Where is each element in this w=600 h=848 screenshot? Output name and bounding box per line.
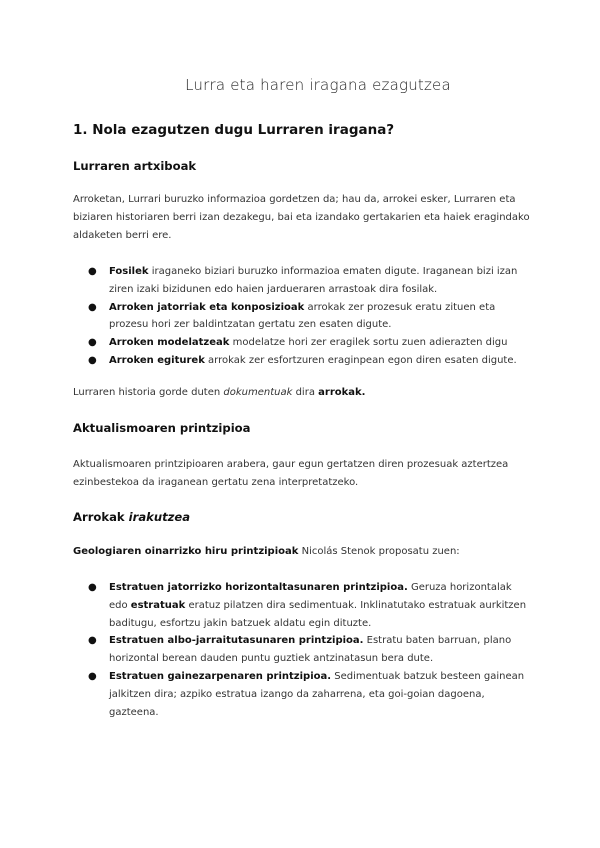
archives-intro: Arroketan, Lurrari buruzko informazioa gordetzen da; hau da, arrokei esker, Lurraren eta biziaren historiaren berri izan dezakegu, bai eta izandako gertakarien eta haiek eragindako aldaketen berri ere. — [73, 194, 530, 242]
bullet-icon: ● — [88, 301, 97, 313]
archives-closing: Lurraren historia gorde duten dokumentuak dira arrokak. — [73, 387, 366, 398]
bullet-icon: ● — [88, 635, 97, 647]
reading-intro: Geologiaren oinarrizko hiru printzipioak Nicolás Stenok proposatu zuen: — [73, 546, 460, 557]
subheading-reading: Arrokak irakutzea — [73, 510, 191, 524]
bullet-icon: ● — [88, 582, 97, 593]
list-item: ● Estratuen gainezarpenaren printzipioa. Sedimentuak batzuk besteen gainean jalkitzen dira; azpiko estratua izango da zaharrena, eta goi-goian dagoena, gazteena. — [73, 668, 533, 721]
subheading-archives: Lurraren artxiboak — [73, 159, 197, 173]
bullet-icon: ● — [88, 354, 97, 366]
list-item: ● Arroken jatorriak eta konposizioak arrokak zer prozesuk eratu zituen eta prozesu hori zer baldintzatan gertatu zen esaten digute. — [73, 299, 533, 335]
actualism-text: Aktualismoaren printzipioaren arabera, gaur egun gertatzen diren prozesuak aztertzea ezinbestekoa da iraganean gertatu zena interpretatzeko. — [73, 459, 509, 489]
archives-list — [73, 263, 533, 370]
section-heading: 1. Nola ezagutzen dugu Lurraren iragana? — [73, 122, 395, 138]
subheading-actualism: Aktualismoaren printzipioa — [73, 421, 251, 435]
list-item: ● Estratuen jatorrizko horizontaltasunaren printzipioa. Geruza horizontalak edo estratuak eratuz pilatzen dira sedimentuak. Inklinatutako estratuak aurkitzen baditugu, esfortzu jakin batzuek aldatu egin dituzte. — [73, 579, 533, 632]
list-item: ● Arroken egiturek arrokak zer esfortzuren eraginpean egon diren esaten digute. — [73, 352, 533, 370]
list-item: ● Arroken modelatzeak modelatze hori zer eragilek sortu zuen adierazten digu — [73, 334, 533, 352]
bullet-icon: ● — [88, 266, 97, 277]
bullet-icon: ● — [88, 337, 97, 349]
bullet-icon: ● — [88, 670, 97, 682]
document-title: Lurra eta haren iragana ezagutzea — [185, 76, 451, 94]
list-item: ● Estratuen albo-jarraitutasunaren printzipioa. Estratu baten barruan, plano horizontal berean dauden puntu guztiek antzinatasun bera dute. — [73, 632, 533, 668]
list-item: ● Fosilek iraganeko biziari buruzko informazioa ematen digute. Iraganean bizi izan ziren izaki bizidunen edo haien jardueraren arrastoak dira fosilak. — [73, 263, 533, 299]
principles-list — [73, 579, 533, 721]
